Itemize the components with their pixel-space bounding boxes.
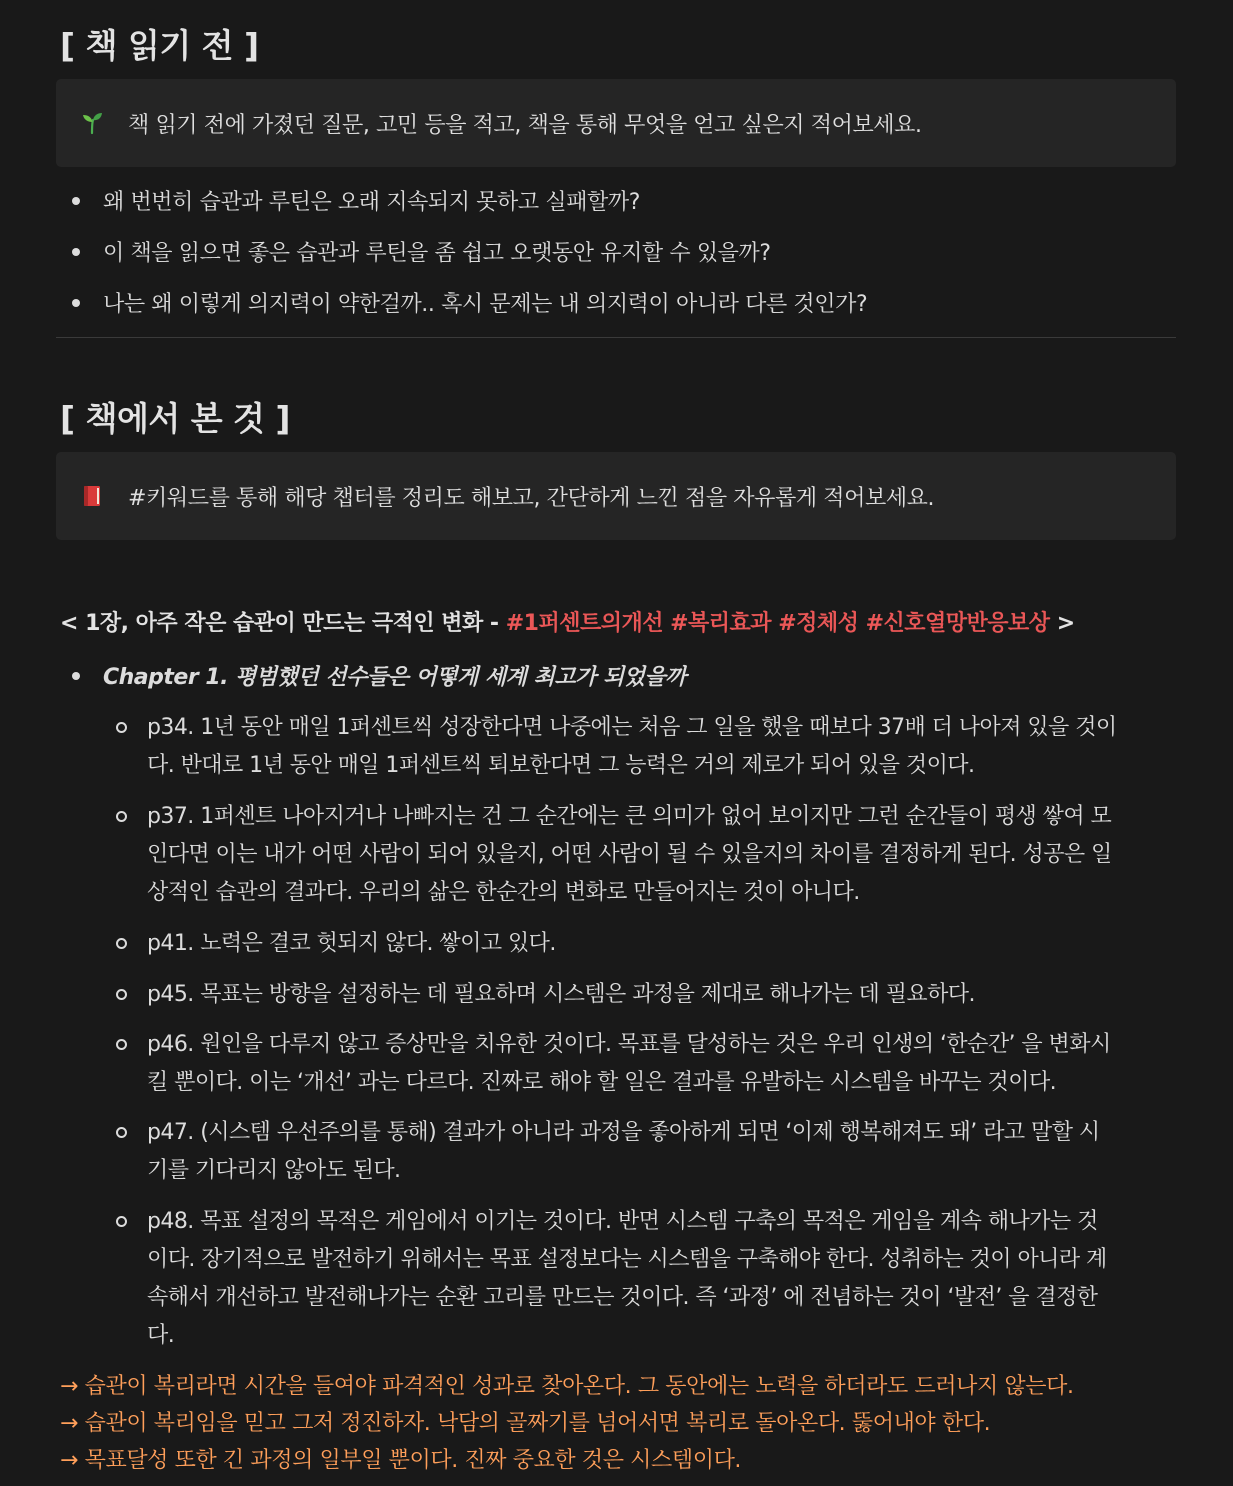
chapter-title: Chapter 1. 평범했던 선수들은 어떻게 세계 최고가 되었을까	[103, 665, 687, 690]
takeaway-line[interactable]: → 습관이 복리임을 믿고 그저 정진하자. 낙담의 골짜기를 넘어서면 복리로 돌아온다. 뚫어내야 한다.	[60, 1411, 991, 1436]
takeaway-line[interactable]: → 습관이 복리라면 시간을 들여야 파격적인 성과로 찾아온다. 그 동안에는 노력을 하더라도 드러나지 않는다.	[60, 1374, 1074, 1399]
bullet-dot	[72, 248, 80, 256]
bullet-circle	[116, 989, 127, 1000]
heading-before-reading: [ 책 읽기 전 ]	[60, 26, 259, 65]
bullet-circle	[116, 722, 127, 733]
callout-from-book[interactable]	[56, 452, 1176, 540]
divider	[56, 337, 1176, 338]
callout-text: 책 읽기 전에 가졌던 질문, 고민 등을 적고, 책을 통해 무엇을 얻고 싶은지 적어보세요.	[128, 112, 922, 138]
seedling-icon	[80, 111, 104, 135]
takeaway-line[interactable]: → 목표달성 또한 긴 과정의 일부일 뿐이다. 진짜 중요한 것은 시스템이다.	[60, 1448, 742, 1473]
bullet-circle	[116, 1216, 127, 1227]
bullet-dot	[72, 197, 80, 205]
bullet-circle	[116, 1039, 127, 1050]
chapter-tags: #1퍼센트의개선 #복리효과 #정체성 #신호열망반응보상	[505, 611, 1050, 636]
bullet-circle	[116, 811, 127, 822]
chapter-heading-suffix: >	[1049, 611, 1075, 636]
bullet-circle	[116, 1127, 127, 1138]
chapter-heading-prefix: < 1장, 아주 작은 습관이 만드는 극적인 변화 -	[60, 611, 506, 636]
chapter-heading[interactable]	[60, 606, 1075, 637]
red-book-icon	[80, 484, 104, 508]
bullet-circle	[116, 938, 127, 949]
callout-before-reading[interactable]	[56, 79, 1176, 167]
callout-text: #키워드를 통해 해당 챕터를 정리도 해보고, 간단하게 느낀 점을 자유롭게 적어보세요.	[128, 485, 935, 511]
bullet-dot	[72, 299, 80, 307]
heading-from-book: [ 책에서 본 것 ]	[60, 399, 291, 438]
bullet-dot	[72, 672, 80, 680]
